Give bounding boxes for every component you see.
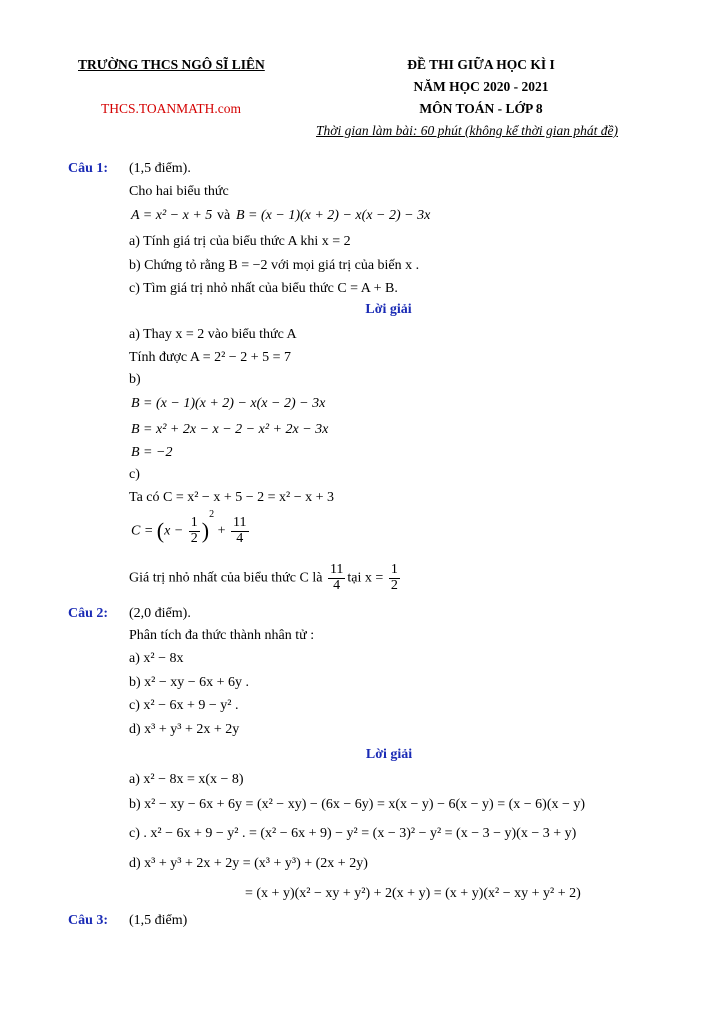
paren-open: ( [156, 518, 165, 544]
paren-close: ) [201, 518, 210, 544]
solution-2c: c) . x² − 6x + 9 − y² . = (x² − 6x + 9) − y² = (x − 3)² − y² = (x − 3 − y)(x − 3 + y) [129, 826, 577, 841]
fraction-eleven-quarters [231, 516, 248, 546]
plus-sign: + [217, 523, 226, 539]
solution-2d-step2: = (x + y)(x² − xy + y²) + 2(x + y) = (x + y)(x² − xy + y² + 2) [245, 886, 581, 901]
fraction-denominator: 2 [190, 530, 198, 546]
solution-1b-step3: B = −2 [131, 445, 173, 460]
at-x-equals: tại x = [347, 570, 384, 586]
fraction-numerator: 1 [390, 562, 398, 577]
solution-2d-step1: d) x³ + y³ + 2x + 2y = (x³ + y³) + (2x + 2y) [129, 856, 368, 871]
c-equals: C = [131, 523, 154, 539]
fraction-numerator: 11 [329, 562, 344, 577]
solution-1a-step2: Tính được A = 2² − 2 + 5 = 7 [129, 350, 291, 365]
exam-title: ĐỀ THI GIỮA HỌC KÌ I [407, 57, 555, 72]
expression-a: A = x² − x + 5 [131, 208, 213, 223]
solution-1b-label: b) [129, 372, 141, 387]
fraction-denominator: 4 [333, 577, 341, 593]
question-1-part-b: b) Chứng tỏ rằng B = −2 với mọi giá trị của biến x . [129, 258, 420, 273]
question-2-part-c: c) x² − 6x + 9 − y² . [129, 698, 239, 713]
question-2-intro: Phân tích đa thức thành nhân tử : [129, 628, 315, 643]
subject-grade: MÔN TOÁN - LỚP 8 [419, 101, 543, 116]
fraction-denominator: 2 [390, 577, 398, 593]
conclusion-text: Giá trị nhỏ nhất của biểu thức C là [129, 570, 323, 586]
question-1-points: (1,5 điểm). [129, 161, 191, 176]
question-3-points: (1,5 điểm) [129, 913, 188, 928]
question-1-solution-title: Lời giải [365, 302, 412, 317]
fraction-numerator: 11 [233, 515, 247, 530]
question-2-points: (2,0 điểm). [129, 606, 191, 621]
solution-1b-step1: B = (x − 1)(x + 2) − x(x − 2) − 3x [131, 396, 326, 411]
solution-2b: b) x² − xy − 6x + 6y = (x² − xy) − (6x − 6y) = x(x − y) − 6(x − y) = (x − 6)(x − y) [129, 797, 586, 812]
question-1-part-a: a) Tính giá trị của biểu thức A khi x = 2 [129, 234, 351, 249]
question-2-part-d: d) x³ + y³ + 2x + 2y [129, 722, 240, 737]
question-2-solution-title: Lời giải [365, 747, 413, 762]
school-year: NĂM HỌC 2020 - 2021 [413, 79, 549, 94]
min-value-fraction [328, 563, 345, 593]
fraction-one-half [189, 516, 200, 546]
question-1-label: Câu 1: [68, 161, 109, 176]
solution-1c-conclusion [129, 563, 402, 593]
solution-1c-completed-square [131, 508, 251, 546]
solution-1a-step1: a) Thay x = 2 vào biểu thức A [129, 327, 297, 342]
x-value-fraction [389, 563, 400, 593]
question-2-label: Câu 2: [68, 606, 109, 621]
question-1-intro: Cho hai biểu thức [129, 184, 229, 199]
solution-1c-step1: Ta có C = x² − x + 5 − 2 = x² − x + 3 [129, 490, 335, 505]
solution-2a: a) x² − 8x = x(x − 8) [129, 772, 244, 787]
expression-b: B = (x − 1)(x + 2) − x(x − 2) − 3x [236, 208, 431, 223]
x-minus: x − [164, 523, 184, 539]
question-2-part-a: a) x² − 8x [129, 651, 184, 666]
question-1-part-c: c) Tìm giá trị nhỏ nhất của biểu thức C = A + B. [129, 281, 398, 296]
solution-1c-label: c) [129, 467, 140, 482]
fraction-numerator: 1 [190, 515, 198, 530]
question-2-part-b: b) x² − xy − 6x + 6y . [129, 675, 250, 690]
website-link[interactable]: THCS.TOANMATH.com [101, 101, 242, 116]
square-exponent: 2 [209, 508, 215, 520]
solution-1b-step2: B = x² + 2x − x − 2 − x² + 2x − 3x [131, 422, 329, 437]
and-word: và [217, 208, 231, 223]
school-name: TRƯỜNG THCS NGÔ SĨ LIÊN [78, 57, 265, 72]
question-3-label: Câu 3: [68, 913, 109, 928]
time-note: Thời gian làm bài: 60 phút (không kể thời gian phát đề) [316, 123, 619, 138]
fraction-denominator: 4 [236, 530, 244, 546]
